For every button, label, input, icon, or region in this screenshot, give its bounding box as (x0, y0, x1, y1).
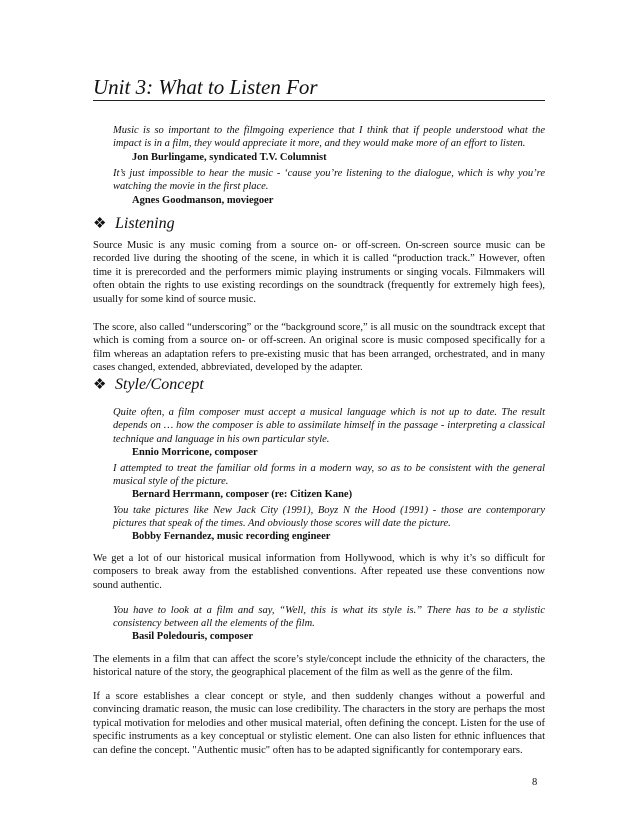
diamond-bullet-icon: ❖ (93, 377, 107, 393)
style-paragraph-3: If a score establishes a clear concept or style, and then suddenly changes without a powerful and convincing dramatic reason, the music can lose credibility. The characters in the story are perhaps the most typical motivation for melodies and other musical material, often defining the concept. Listen for the use of specific instruments as a key conceptual or stylistic element. One can also listen for ethnic influences that can define the concept. "Authentic music" often has to be adapted significantly for contemporary ears. (93, 691, 545, 756)
section-heading-label: Style/Concept (115, 376, 204, 393)
style-quote-3-attribution: Bobby Fernandez, music recording engineer (132, 531, 331, 542)
section-heading-label: Listening (115, 215, 175, 232)
style-quote-2: I attempted to treat the familiar old forms in a modern way, so as to be consistent with the general musical style of the picture. (113, 463, 545, 488)
intro-quote-2: It’s just impossible to hear the music - ‘cause you’re listening to the dialogue, which is why you’re watching the movie in the first place. (113, 168, 545, 193)
style-quote-3: You take pictures like New Jack City (1991), Boyz N the Hood (1991) - those are contemporary pictures that speak of the times. And obviously those scores will date the picture. (113, 505, 545, 530)
listening-paragraph-1: Source Music is any music coming from a source on- or off-screen. On-screen source music can be recorded live during the shooting of the scene, in which it is called “production track.” However, often time it is prerecorded and the performers mimic playing instruments or singing vocals. Filmmakers will often obtain the rights to use existing recordings on the soundtrack (frequently for extremely high fees), usually for some kind of source music. (93, 240, 545, 305)
intro-quote-1-attribution: Jon Burlingame, syndicated T.V. Columnist (132, 152, 327, 163)
style-quote-1: Quite often, a film composer must accept a musical language which is not up to date. The result depends on … how the composer is able to assimilate himself in the passage - interpreting a classical technique and language in his own particular style. (113, 407, 545, 445)
style-quote-4-attribution: Basil Poledouris, composer (132, 631, 254, 642)
style-quote-4: You have to look at a film and say, “Well, this is what its style is.” There has to be a stylistic consistency between all the elements of the film. (113, 605, 545, 630)
page-title: Unit 3: What to Listen For (93, 75, 545, 101)
style-quote-2-attribution: Bernard Herrmann, composer (re: Citizen Kane) (132, 489, 353, 500)
page-number: 8 (532, 777, 538, 788)
diamond-bullet-icon: ❖ (93, 216, 107, 232)
style-paragraph-1: We get a lot of our historical musical information from Hollywood, which is why it’s so difficult for composers to break away from the established conventions. After repeated use these conventions now sound authentic. (93, 553, 545, 591)
intro-quote-1: Music is so important to the filmgoing experience that I think that if people understood what the impact is in a film, they would appreciate it more, and they would make more of an effort to listen. (113, 125, 545, 150)
style-paragraph-2: The elements in a film that can affect the score’s style/concept include the ethnicity of the characters, the historical nature of the story, the geographical placement of the film as well as the genre of the film. (93, 654, 545, 679)
intro-quote-2-attribution: Agnes Goodmanson, moviegoer (132, 195, 274, 206)
style-quote-1-attribution: Ennio Morricone, composer (132, 447, 258, 458)
section-heading-style-concept (93, 375, 204, 395)
section-heading-listening (93, 214, 175, 234)
listening-paragraph-2: The score, also called “underscoring” or the “background score,” is all music on the soundtrack except that which is coming from a source on- or off-screen. An original score is music composed specifically for a film whereas an adaptation refers to pre-existing music that has been arranged, orchestrated, and in many cases changed, extended, abbreviated, developed by the adapter. (93, 322, 545, 374)
